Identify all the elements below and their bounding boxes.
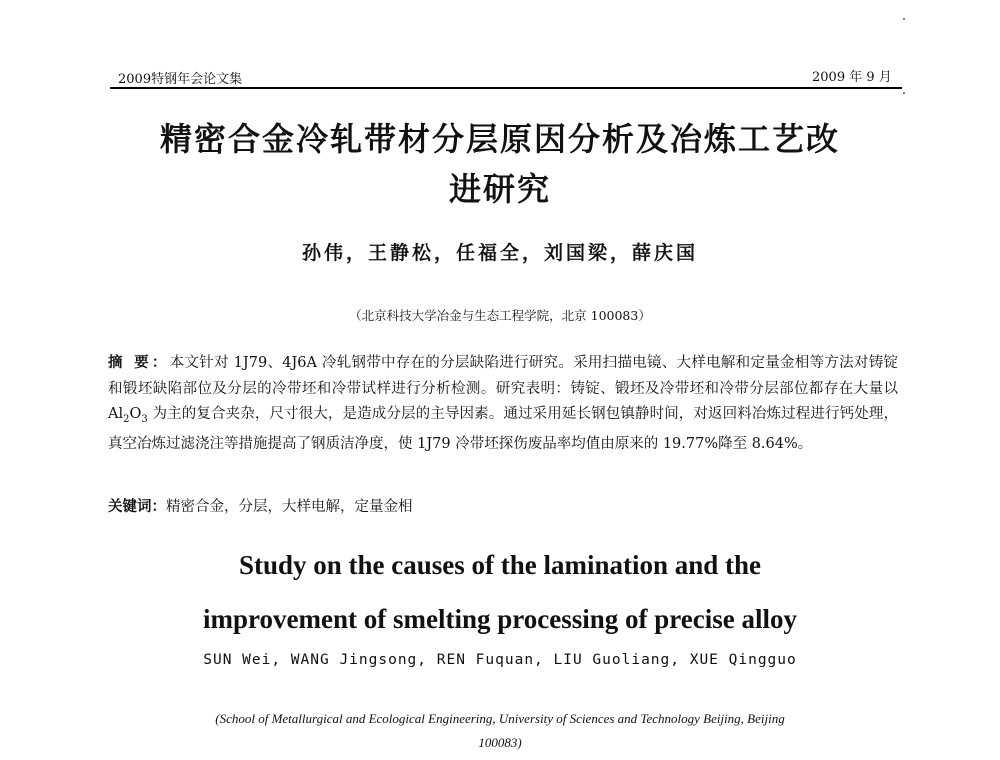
paper-title-cn-line1: 精密合金冷轧带材分层原因分析及冶炼工艺改 xyxy=(159,120,840,158)
abstract-text-part2: 为主的复合夹杂，尺寸很大，是造成分层的主导因素。通过采用延长钢包镇静时间，对返回料冶炼过程进行钙处理，真空冶炼过滤浇注等措施提高了钢质洁净度，使 1J79 冷带坯探伤废品率均值由原来的 19.77%降至 8.64%。 xyxy=(108,406,898,453)
running-header-right: 2009 年 9 月 xyxy=(812,70,892,85)
running-header-left: 2009特钢年会论文集 xyxy=(118,72,243,87)
keywords-text: 精密合金，分层，大样电解，定量金相 xyxy=(166,499,413,515)
abstract-label: 摘 要： xyxy=(108,354,170,371)
authors-en: SUN Wei, WANG Jingsong, REN Fuquan, LIU Guoliang, XUE Qingguo xyxy=(203,652,797,668)
paper-title-cn-line2: 进研究 xyxy=(448,170,551,208)
formula-al2o3: $Al_2O_3$ xyxy=(108,406,148,425)
paper-title-en-line1: Study on the causes of the lamination and the xyxy=(238,550,762,580)
affiliation-en-line2: 100083) xyxy=(478,735,522,750)
affiliation-en-line1: (School of Metallurgical and Ecological Engineering, University of Sciences and Technology Beijing, Beijing xyxy=(215,711,785,726)
abstract xyxy=(108,350,898,458)
affiliation-cn: （北京科技大学冶金与生态工程学院，北京 100083） xyxy=(349,308,651,323)
authors-cn: 孙伟，王静松，任福全，刘国梁，薛庆国 xyxy=(301,242,698,264)
paper-title-en-line2: improvement of smelting processing of precise alloy xyxy=(203,604,797,634)
header-rule xyxy=(110,87,902,89)
scan-speck xyxy=(903,92,905,94)
keywords-label: 关键词： xyxy=(108,498,166,515)
keywords xyxy=(108,495,413,516)
abstract-text-part1: 本文针对 1J79、4J6A 冷轧钢带中存在的分层缺陷进行研究。采用扫描电镜、大样电解和定量金相等方法对铸锭和锻坯缺陷部位及分层的冷带坯和冷带试样进行分析检测。研究表明：铸锭、锻坯及冷带坯和冷带分层部位都存在大量以 xyxy=(108,355,898,397)
scan-speck xyxy=(903,18,905,20)
